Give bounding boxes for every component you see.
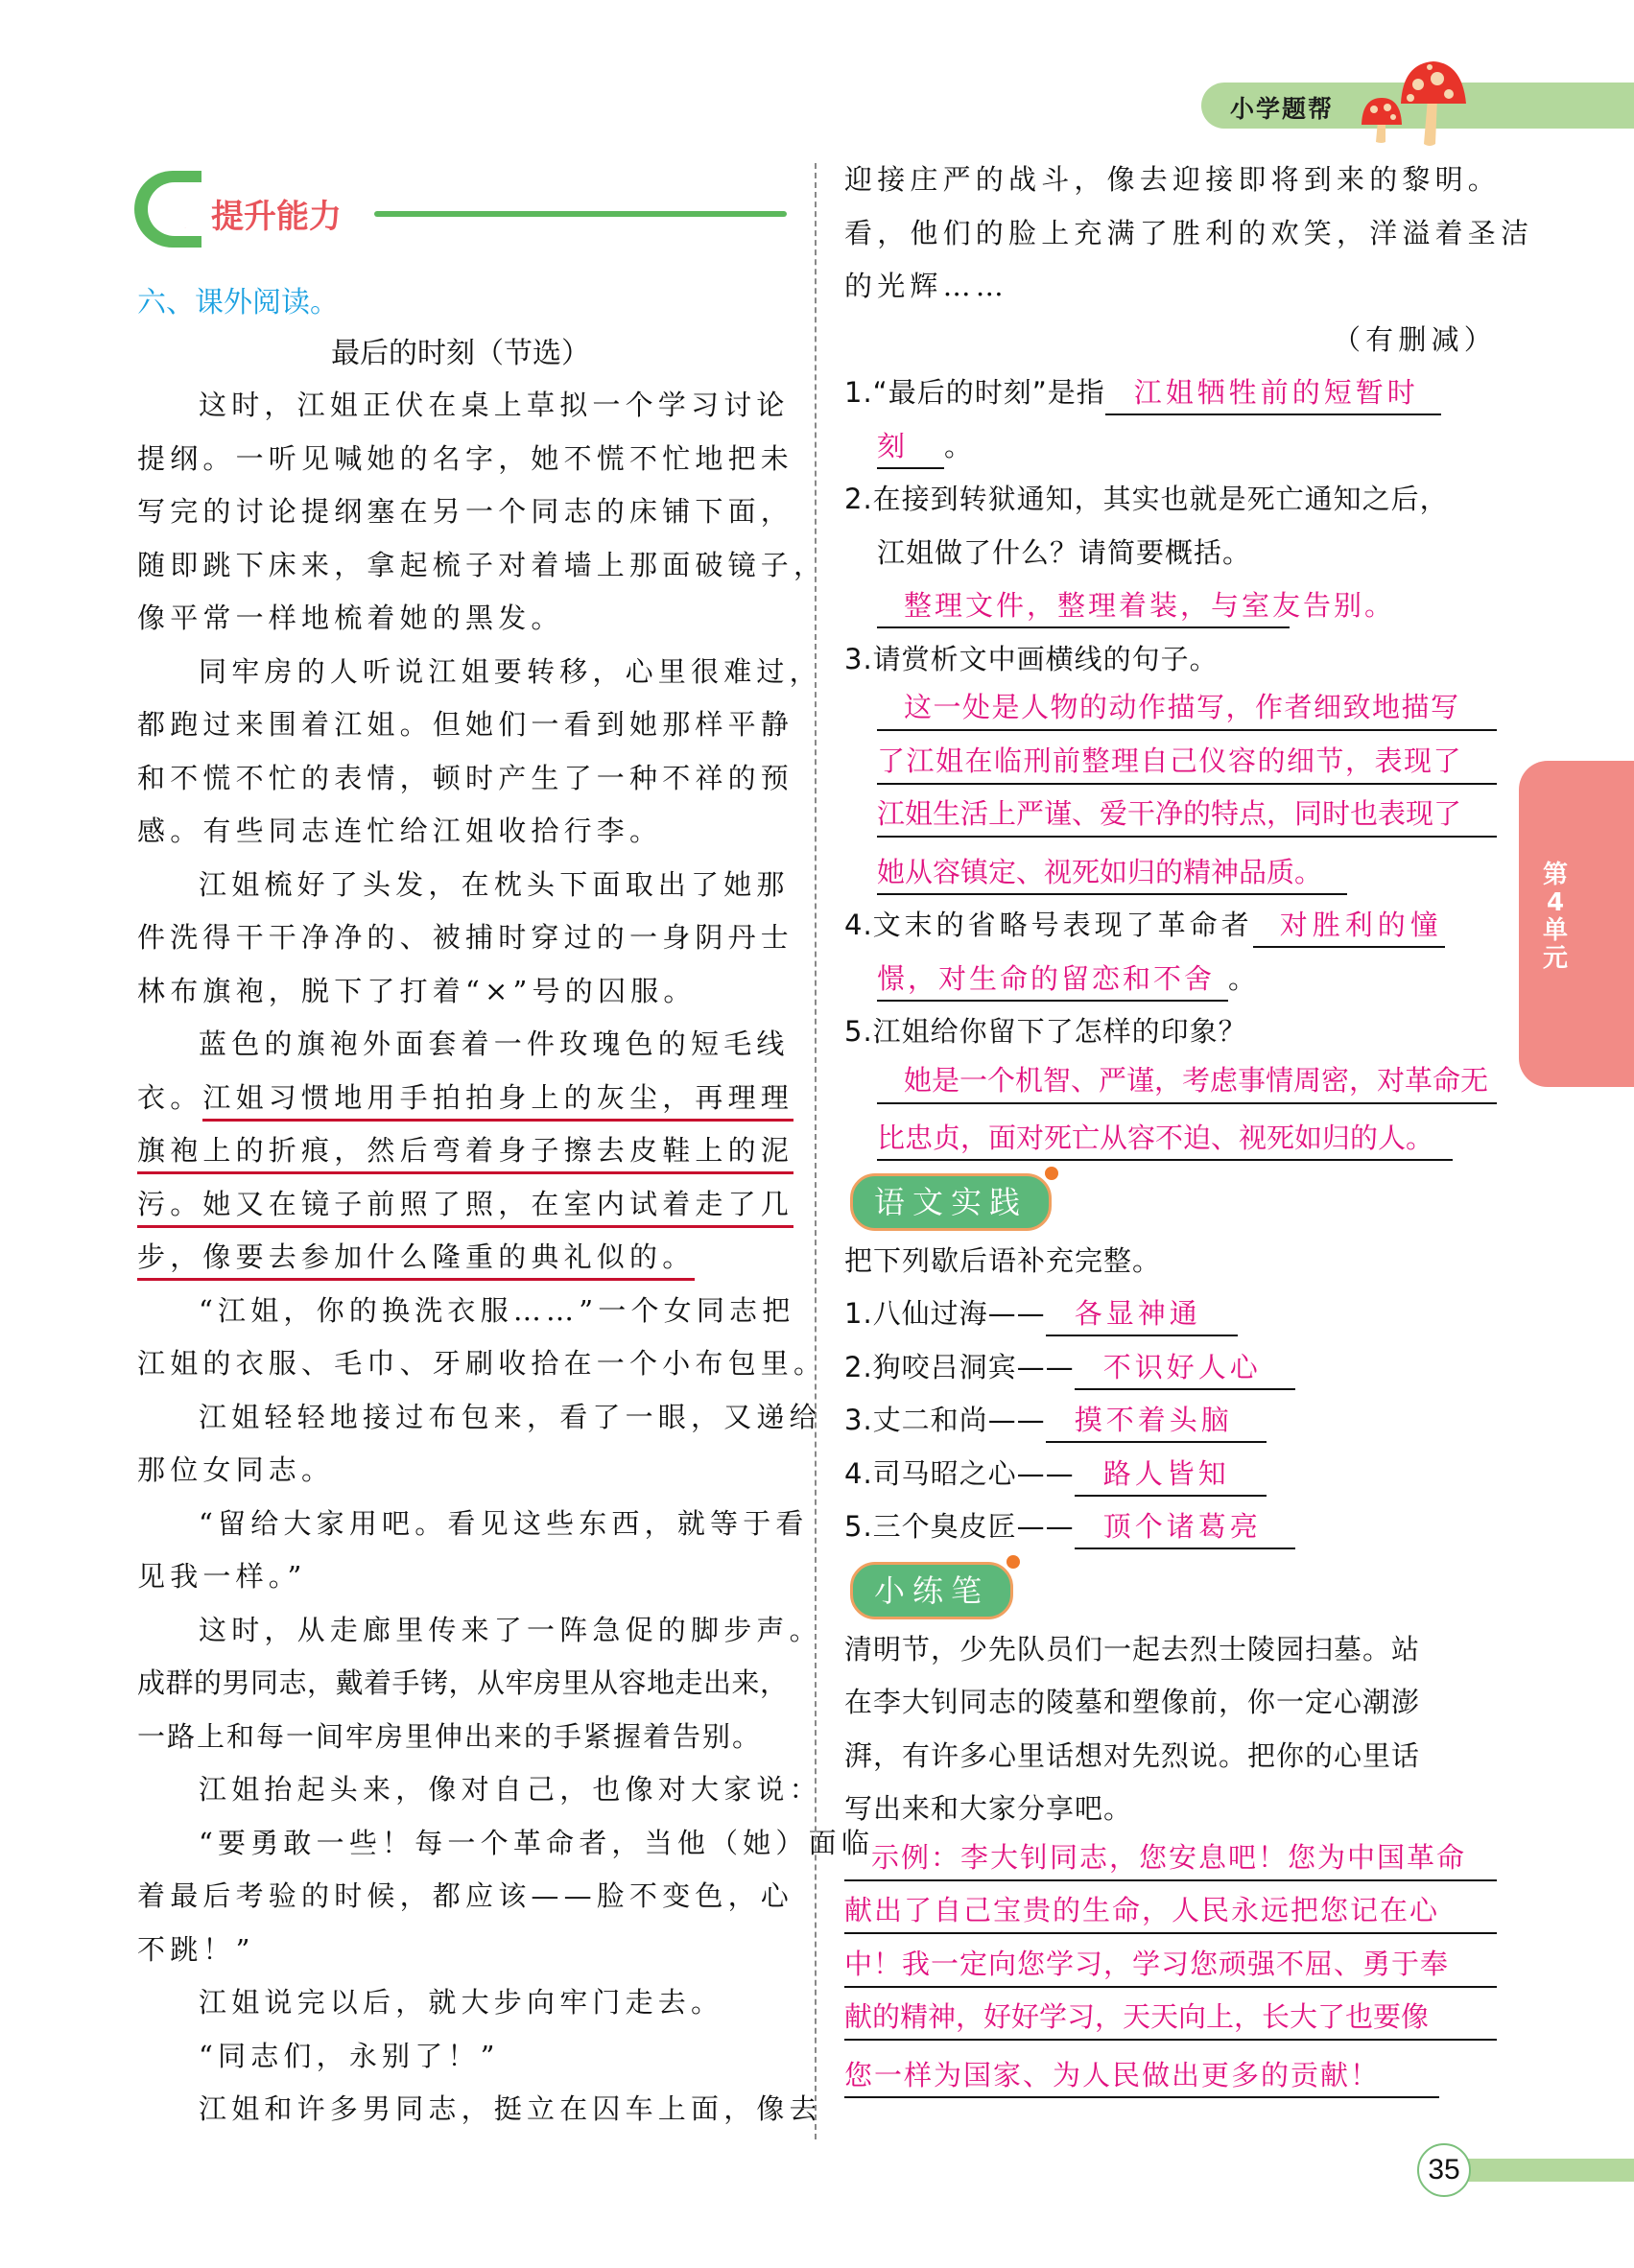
passage-line: 见我一样。”	[137, 1560, 307, 1593]
answer-line[interactable]: 示例：李大钊同志，您安息吧！您为中国革命	[844, 1836, 1497, 1881]
passage-line: 江姐抬起头来，像对自己，也像对大家说：	[199, 1773, 822, 1806]
right-column: 迎接庄严的战斗，像去迎接即将到来的黎明。 看，他们的脸上充满了胜利的欢笑，洋溢着圣洁 的光辉…… （有删减） 1.“最后的时刻”是指 江姐牺牲前的短暂时 刻 。 2.在接到转狱通知，其实也就是死亡通知之后， 江姐做了什么？请简要概括。 整理文件，整理着装，与室友告别。 3.请赏析文中画横线的句子。 这一处是人物的动作描写，作者细致地描写 了江姐在临刑前整理自己仪容的细节，表现了 江姐生活上严谨、爱干净的特点，同时也表现了 她从容镇定、视死如归的精神品质。 4.文末的省略号表现了革命者 对胜利的憧 憬，对生命的留恋和不舍 。 5.江姐给你留下了怎样的印象？ 她是一个机智、严谨，考虑事情周密，对革命无 比忠贞，面对死亡从容不迫、视死如归的人。 语文实践 把下列歇后语补充完整。 1.八仙过海—— 各显神通 2.狗咬吕洞宾—— 不识好人心 3.丈二和尚—— 摸不着头脑 4.司马昭之心—— 路人皆知 5.三个臭皮匠—— 顶个诸葛亮 小练笔 清明节，少先队员们一起去烈士陵园扫墓。站 在李大钊同志的陵墓和塑像前，你一定心潮澎 湃，有许多心里话想对先烈说。把你的心里话 写出来和大家分享吧。 示例：李大钊同志，您安息吧！您为中国革命 献出了自己宝贵的生命，人民永远把您记在心 中！我一定向您学习，学习您顽强不屈、勇于奉 献的精神，好好学习，天天向上，长大了也要像 您一样为国家、为人民做出更多的贡献！	[844, 154, 1497, 2102]
passage-line: “留给大家用吧。看见这些东西，就等于看	[199, 1506, 809, 1540]
question-1: 1.“最后的时刻”是指 江姐牺牲前的短暂时	[844, 366, 1497, 420]
passage-line: 看，他们的脸上充满了胜利的欢笑，洋溢着圣洁	[844, 216, 1534, 249]
answer-blank[interactable]: 不识好人心	[1075, 1346, 1295, 1390]
writing-tag: 小练笔	[850, 1562, 1013, 1619]
brand-label: 小学题帮	[1230, 95, 1335, 123]
question-5: 5.江姐给你留下了怎样的印象？	[844, 1015, 1247, 1048]
answer-blank[interactable]: 江姐牺牲前的短暂时	[1105, 371, 1441, 415]
passage-line: 的光辉……	[844, 270, 1009, 302]
passage-line: 同牢房的人听说江姐要转移，心里很难过，	[199, 654, 822, 688]
unit-side-tab: 第 4 单 元	[1519, 761, 1634, 1087]
article-passage	[137, 379, 875, 2137]
passage-line	[137, 1231, 788, 1285]
answer-blank[interactable]: 路人皆知	[1075, 1453, 1267, 1497]
passage-line: 着最后考验的时候，都应该——脸不变色，心	[137, 1879, 794, 1912]
question-4: 4.文末的省略号表现了革命者 对胜利的憧	[844, 899, 1497, 953]
answer-line[interactable]: 比忠贞，面对死亡从容不迫、视死如归的人。	[877, 1117, 1453, 1161]
passage-line: 江姐的衣服、毛巾、牙刷收拾在一个小布包里。	[137, 1347, 827, 1380]
writing-prompt-line: 写出来和大家分享吧。	[844, 1792, 1133, 1825]
article-title: 最后的时刻（节选）	[331, 337, 590, 370]
page-number: 35	[1417, 2143, 1471, 2197]
passage-line: 这时，从走廊里传来了一阵急促的脚步声。	[199, 1613, 822, 1646]
writing-prompt-line: 在李大钊同志的陵墓和塑像前，你一定心潮澎	[844, 1686, 1421, 1718]
passage-line: 衣。江姐习惯地用手拍拍身上的灰尘，再理理	[137, 1072, 788, 1125]
underlined-sentence: 江姐习惯地用手拍拍身上的灰尘，再理理	[202, 1076, 793, 1122]
passage-line: 迎接庄严的战斗，像去迎接即将到来的黎明。	[844, 163, 1502, 196]
section-rule	[374, 211, 787, 217]
passage-line: 都跑过来围着江姐。但她们一看到她那样平静	[137, 708, 794, 741]
passage-line: 提纲。一听见喊她的名字，她不慌不忙地把未	[137, 441, 794, 475]
passage-line: 感。有些同志连忙给江姐收拾行李。	[137, 815, 663, 847]
underlined-sentence: 步，像要去参加什么隆重的典礼似的。	[137, 1236, 695, 1281]
practice-instruction: 把下列歇后语补充完整。	[844, 1243, 1162, 1277]
writing-prompt-line: 清明节，少先队员们一起去烈士陵园扫墓。站	[844, 1632, 1421, 1666]
passage-line: 一路上和每一间牢房里伸出来的手紧握着告别。	[137, 1719, 763, 1753]
underlined-sentence: 旗袍上的折痕，然后弯着身子擦去皮鞋上的泥	[137, 1129, 793, 1174]
answer-line[interactable]: 献的精神，好好学习，天天向上，长大了也要像	[844, 1996, 1497, 2041]
abridged-note: （有删减）	[1332, 322, 1497, 356]
question-3: 3.请赏析文中画横线的句子。	[844, 642, 1219, 675]
answer-blank[interactable]: 对胜利的憧	[1253, 904, 1445, 948]
answer-line[interactable]: 您一样为国家、为人民做出更多的贡献！	[844, 2054, 1439, 2098]
section-header	[134, 171, 787, 252]
answer-line[interactable]: 这一处是人物的动作描写，作者细致地描写	[877, 686, 1497, 731]
passage-line: 林布旗袍，脱下了打着“×”号的囚服。	[137, 974, 697, 1007]
question-heading: 六、课外阅读。	[137, 286, 339, 319]
underlined-sentence: 污。她又在镜子前照了照，在室内试着走了几	[137, 1183, 793, 1228]
passage-line	[137, 1124, 794, 1178]
answer-line[interactable]: 江姐生活上严谨、爱干净的特点，同时也表现了	[877, 792, 1497, 838]
answer-blank[interactable]: 摸不着头脑	[1046, 1399, 1267, 1443]
passage-line: 像平常一样地梳着她的黑发。	[137, 602, 564, 634]
column-divider	[815, 163, 817, 2139]
passage-line: 件洗得干干净净的、被捕时穿过的一身阴丹士	[137, 921, 794, 954]
passage-line: 随即跳下床来，拿起梳子对着墙上那面破镜子，	[137, 548, 827, 581]
answer-line[interactable]: 她从容镇定、视死如归的精神品质。	[877, 851, 1347, 895]
passage-line: 江姐和许多男同志，挺立在囚车上面，像去	[199, 2092, 822, 2125]
answer-blank[interactable]: 各显神通	[1046, 1292, 1238, 1336]
mushroom-small-icon	[1361, 96, 1403, 144]
passage-line: “同志们，永别了！”	[199, 2039, 500, 2072]
practice-item: 3.丈二和尚—— 摸不着头脑	[844, 1394, 1497, 1448]
passage-line: 蓝色的旗袍外面套着一件玫瑰色的短毛线	[199, 1028, 790, 1060]
mushroom-icon	[1399, 59, 1468, 148]
passage-line: 那位女同志。	[137, 1453, 335, 1486]
answer-blank[interactable]: 憬，对生命的留恋和不舍	[877, 957, 1228, 1002]
answer-line[interactable]: 她是一个机智、严谨，考虑事情周密，对革命无	[877, 1059, 1497, 1104]
heart-icon	[1006, 1555, 1020, 1569]
practice-item: 5.三个臭皮匠—— 顶个诸葛亮	[844, 1500, 1497, 1554]
heart-icon	[1045, 1167, 1058, 1180]
question-1-cont: 刻 。	[844, 420, 1497, 474]
answer-blank[interactable]: 整理文件，整理着装，与室友告别。	[877, 584, 1290, 628]
passage-line: 江姐轻轻地接过布包来，看了一眼，又递给	[199, 1400, 822, 1433]
footer-bar	[1466, 2159, 1634, 2182]
passage-line: 这时，江姐正伏在桌上草拟一个学习讨论	[199, 389, 790, 421]
answer-blank[interactable]: 刻	[877, 425, 944, 469]
passage-line: 和不慌不忙的表情，顿时产生了一种不祥的预	[137, 761, 794, 794]
writing-prompt-line: 湃，有许多心里话想对先烈说。把你的心里话	[844, 1738, 1421, 1772]
answer-line[interactable]: 献出了自己宝贵的生命，人民永远把您记在心	[844, 1889, 1497, 1934]
section-title: 提升能力	[211, 198, 342, 236]
answer-blank[interactable]: 顶个诸葛亮	[1075, 1505, 1295, 1549]
passage-line	[137, 1178, 794, 1232]
practice-item: 2.狗咬吕洞宾—— 不识好人心	[844, 1341, 1497, 1395]
passage-line: “要勇敢一些！每一个革命者，当他（她）面临	[199, 1826, 875, 1859]
answer-line[interactable]: 了江姐在临刑前整理自己仪容的细节，表现了	[877, 740, 1497, 785]
section-badge-char: 帮	[159, 191, 201, 240]
passage-line: 成群的男同志，戴着手铐，从牢房里从容地走出来，	[137, 1666, 789, 1699]
question-2: 2.在接到转狱通知，其实也就是死亡通知之后，	[844, 483, 1449, 515]
passage-line: 江姐说完以后，就大步向牢门走去。	[199, 1986, 724, 2019]
passage-line: “江姐，你的换洗衣服……”一个女同志把	[199, 1293, 795, 1327]
passage-line: 江姐梳好了头发，在枕头下面取出了她那	[199, 867, 790, 901]
practice-tag: 语文实践	[850, 1173, 1052, 1231]
practice-item: 4.司马昭之心—— 路人皆知	[844, 1448, 1497, 1501]
answer-line[interactable]: 中！我一定向您学习，学习您顽强不屈、勇于奉	[844, 1943, 1497, 1988]
passage-line: 写完的讨论提纲塞在另一个同志的床铺下面，	[137, 495, 794, 528]
practice-item: 1.八仙过海—— 各显神通	[844, 1288, 1497, 1341]
passage-line: 不跳！”	[137, 1932, 255, 1966]
